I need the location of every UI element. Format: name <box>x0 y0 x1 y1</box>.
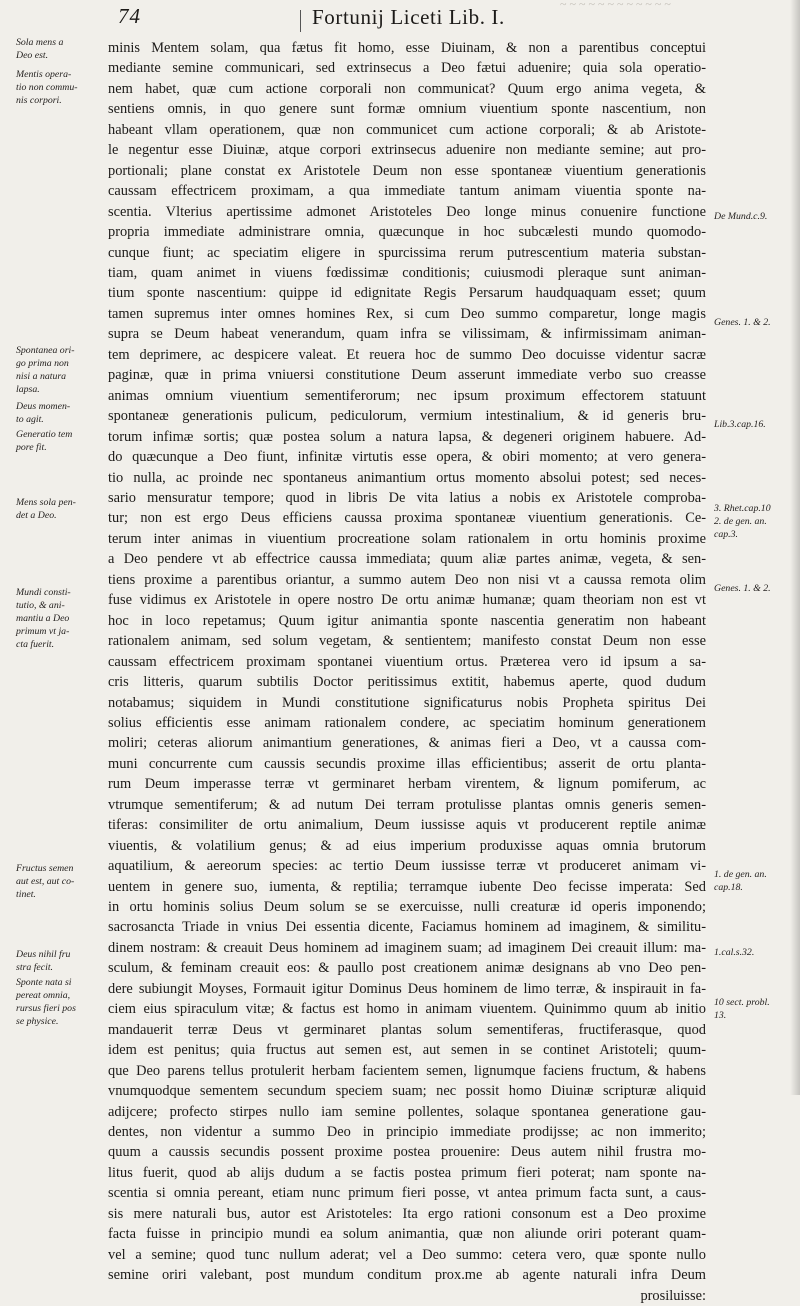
text-line: cunque fiunt; ac speciatim eligere in spurcissima rerum putrescentium materia substan- <box>108 244 706 261</box>
marginal-note-line: Genes. 1. & 2. <box>714 583 771 594</box>
marginal-note-rhet <box>714 502 771 541</box>
text-line: habeant vllam operationem, quæ non communicet cum actione corporali; & ab Aristote- <box>108 121 706 138</box>
text-line: caussam effectricem proximam spontanei viuentium ortus. Præterea vero id ipsum a sa- <box>108 653 706 670</box>
marginal-note-line: cap.3. <box>714 529 738 540</box>
marginal-note-spontanea <box>16 344 75 396</box>
text-line: sario mensuratur tempore; quod in libris De vita latius a nobis ex Aristotele comproba- <box>108 489 706 506</box>
text-line: semine oriri valebant, post mundum conditum prox.me ab agente naturali infra Deum <box>108 1267 706 1284</box>
text-line: cris litteris, quarum subtilis Doctor peritissimus extitit, habemus aperte, quod dudum <box>108 674 706 691</box>
text-line: animas omnium viuentium sementiferorum; nec ipsum proximum effectorem statuunt <box>108 387 706 404</box>
text-line: que Deo parens tellus protulerit herbam facientem semen, lignumque faciens fructum, & habens <box>108 1062 706 1079</box>
marginal-note-lib-3 <box>714 418 766 431</box>
text-line: viuentis, & volatilium genus; & ad eius imperium produxisse aquas omnia brutorum <box>108 837 706 854</box>
marginal-note-line: Lib.3.cap.16. <box>714 419 766 430</box>
text-line: quum a caussis secundis possent proxime postea prouenire: Deus autem nihil frustra mo- <box>108 1144 706 1161</box>
text-line: do quæcunque a Deo fiunt, infinitæ virtutis esse opera, & obiri momento; at vero genera- <box>108 449 706 466</box>
marginal-note-sponte-nata <box>16 976 76 1028</box>
marginal-note-mentis-opera <box>16 68 78 107</box>
text-line: tiens proxime a parentibus oriantur, a summo autem Deo non nisi vt a caussa remota olim <box>108 571 706 588</box>
text-line: mediante semine communicari, sed extrinsecus a Deo fætui aduenire; quia sola operatio- <box>108 60 706 77</box>
text-line: rum Deum imperasse terræ vt germinaret herbam virentem, & lignum pomiferum, ac <box>108 776 706 793</box>
marginal-note-line: to agit. <box>16 414 44 425</box>
text-line: caussam effectricem proximam, a qua immediate tantum animam viuentia sponte na- <box>108 183 706 200</box>
marginal-note-line: Mentis opera- <box>16 69 72 80</box>
marginal-note-line: nisi a natura <box>16 371 67 382</box>
marginal-note-line: Deus momen- <box>16 401 71 412</box>
marginal-note-line: Genes. 1. & 2. <box>714 317 771 328</box>
marginal-note-line: lapsa. <box>16 384 40 395</box>
text-line: nem habet, quæ cum actione corporali non communicat? Quum ergo anima vegeta, & <box>108 80 706 97</box>
marginal-note-genes-1b <box>714 582 771 595</box>
marginal-note-line: primum vt ja- <box>16 626 70 637</box>
page-number: 74 <box>118 4 141 28</box>
text-line: facta fuisse in principio mundi ea solum animantia, quæ non aliunde oriri poterant quam- <box>108 1226 706 1243</box>
text-line: dentes, non videntur a summo Deo in principio immediate prodijsse; ac non immerito; <box>108 1124 706 1141</box>
text-line: sentiens omnis, in quo genere sunt formæ omnium viuentium sponte nascentium, non <box>108 101 706 118</box>
text-line: solius efficientis esse animam rationalem condere, ac speciatim hominum generationem <box>108 714 706 731</box>
marginal-note-line: tutio, & ani- <box>16 600 65 611</box>
marginal-note-line: Spontanea ori- <box>16 345 75 356</box>
text-line: vel a semine; quod tunc nullum aderat; vel a Deo summo: cetera vero, quæ sponte nullo <box>108 1246 706 1263</box>
text-line: sis mere naturali bus, autor est Aristoteles: Ita ergo rationi consonum est a Deo proxime <box>108 1205 706 1222</box>
marginal-note-line: Mens sola pen- <box>16 497 76 508</box>
marginal-note-line: go prima non <box>16 358 69 369</box>
marginal-note-de-mund <box>714 210 767 223</box>
marginal-note-deus-nihil <box>16 948 70 974</box>
text-line: ciem eius spiraculum vitæ; & factus est homo in animam viuentem. Quinimmo quum ab initio <box>108 1001 706 1018</box>
text-line: uentem in genere suo, iumenta, & reptilia; terramque iubente Deo fecisse imperata: Sed <box>108 878 706 895</box>
text-line: supra se Deum habeat venerandum, quam infra se vilissimam, & infirmissimam animan- <box>108 326 706 343</box>
text-line: torum infimæ sortis; quæ postea solum a natura lapsa, & degeneri originem habuere. Ad- <box>108 428 706 445</box>
marginal-note-sect-probl <box>714 996 770 1022</box>
main-text-block <box>108 38 706 1306</box>
marginal-note-line: tio non commu- <box>16 82 78 93</box>
marginal-note-line: Sola mens a <box>16 37 64 48</box>
marginal-note-genes-1 <box>714 316 771 329</box>
text-line: sculum, & feminam creauit eos: & paullo post creationem animæ designans ab vno Deo pen- <box>108 960 706 977</box>
text-line: tur; non est ergo Deus efficiens caussa proxima spontaneæ viuentium generationis. Ce- <box>108 510 706 527</box>
catchword: prosiluisse: <box>640 1287 706 1304</box>
marginal-note-mens-sola <box>16 496 76 522</box>
marginal-note-generatio <box>16 428 72 454</box>
marginal-note-line: Sponte nata si <box>16 977 72 988</box>
marginal-note-line: cap.18. <box>714 882 743 893</box>
text-line: tiferas: consimiliter de ortu animalium, Deum iussisse aquis vt producerent reptile animæ <box>108 817 706 834</box>
text-line: adijcere; profecto stirpes nullo iam semine pollentes, solaque spontanea generatione gau- <box>108 1103 706 1120</box>
marginal-note-line: 3. Rhet.cap.10 <box>714 503 771 514</box>
text-line: dere subiungit Moyses, Formauit igitur Dominus Deus hominem de limo terræ, & inspirauit in fa- <box>108 980 706 997</box>
text-line: spontaneæ generationis pulicum, pediculorum, vermium intestinalium, & id generis bru- <box>108 408 706 425</box>
text-line: paginæ, quæ in prima vniuersi constitutione Deum asserunt immediate verbo suo creasse <box>108 367 706 384</box>
marginal-note-line: Fructus semen <box>16 863 74 874</box>
text-line: litus fuerit, quod ab alijs dudum a se factis postea primum fieri poterat; nam sponte na- <box>108 1164 706 1181</box>
marginal-note-line: stra fecit. <box>16 962 54 973</box>
text-line: tium sponte nascentium: quippe id edignitate Regis Persarum haudquaquam esset; quum <box>108 285 706 302</box>
text-line: dinem nostram: & creauit Deus hominem ad imaginem suam; ad imaginem Dei creauit illum: ma- <box>108 939 706 956</box>
marginal-note-cal <box>714 946 754 959</box>
marginal-note-sola-mens <box>16 36 63 62</box>
text-line: scentia. Vlterius apertissime admonet Aristoteles Deo longe minus conuenire functione <box>108 203 706 220</box>
marginal-note-line: Deus nihil fru <box>16 949 71 960</box>
text-line: hoc in loco repetamus; Quum igitur animantia sponte nascentia generatim non habeant <box>108 612 706 629</box>
text-line: notabamus; siquidem in Mundi constitutione significaturus nobis Propheta spiritus Dei <box>108 694 706 711</box>
marginal-note-line: pereat omnia, <box>16 990 71 1001</box>
marginal-note-line: 2. de gen. an. <box>714 516 767 527</box>
text-line: tio nulla, ac proinde nec spontaneus animantium ortus momento absolui potest; sed neces- <box>108 469 706 486</box>
text-line: muni concurrente cum caussis secundis proxime illas efficientibus; asserit de ortu planta- <box>108 755 706 772</box>
marginal-note-line: pore fit. <box>16 442 47 453</box>
text-line: portionali; plane constat ex Aristotele Deum non esse spontaneæ viuentium generationis <box>108 162 706 179</box>
text-line: moliri; ceteras aliorum animantium generationes, & animas fieri a Deo, vt a caussa com- <box>108 735 706 752</box>
marginal-note-line: 13. <box>714 1010 727 1021</box>
scan-shadow-edge <box>790 0 800 1095</box>
marginal-note-line: De Mund.c.9. <box>714 211 768 222</box>
text-line: a Deo pendere vt ab effectrice caussa immediata; quum aliæ partes animæ, vegeta, & sen- <box>108 551 706 568</box>
marginal-note-line: aut est, aut co- <box>16 876 75 887</box>
text-line: scentia si omnia pereant, etiam nunc primum fieri posse, vt antea primum facta sunt, a caus- <box>108 1185 706 1202</box>
marginal-note-deus-momento <box>16 400 70 426</box>
text-line: rationalem animam, sed solum vegetam, & sentientem; manifesto constat Deum non esse <box>108 633 706 650</box>
text-line: tem deprimere, ac despicere valeat. Et reuera hoc de summo Deo docuisse videntur sacræ <box>108 346 706 363</box>
marginal-note-line: nis corpori. <box>16 95 62 106</box>
text-line: propria immediate administrare omnia, quæcunque in hoc subcælesti mundo quomodo- <box>108 224 706 241</box>
marginal-note-line: 10 sect. probl. <box>714 997 770 1008</box>
text-line: tiam, quam animet in viuens fœdissimæ conditionis; cuiusmodi pleraque sunt animan- <box>108 264 706 281</box>
marginal-note-fructus <box>16 862 74 901</box>
text-line: terum inter animas in viuentium procreatione solam rationalem in ortu hominis proxime <box>108 530 706 547</box>
text-line: tamen supremus inter omnes homines Rex, si cum Deo summo comparetur, longe magis <box>108 305 706 322</box>
marginal-note-line: det a Deo. <box>16 510 57 521</box>
marginal-note-mundi <box>16 586 71 651</box>
marginal-note-line: Mundi consti- <box>16 587 71 598</box>
marginal-note-de-gen-an <box>714 868 767 894</box>
marginal-note-line: 1. de gen. an. <box>714 869 767 880</box>
marginal-note-line: Generatio tem <box>16 429 73 440</box>
marginal-note-line: tinet. <box>16 889 36 900</box>
text-line: in ortu hominis solius Deum solum se se exercuisse, nulli creaturæ id operis imponendo; <box>108 899 706 916</box>
text-line: aquatilium, & aereorum species: ac tertio Deum iussisse terræ vt produceret animam vi- <box>108 858 706 875</box>
marginal-note-line: se physice. <box>16 1016 59 1027</box>
bleed-through-text: ~ ~ ~ ~ ~ ~ ~ ~ ~ ~ ~ ~ <box>560 0 671 8</box>
text-line: idem est penitus; quia fructus aut semen est, aut semen in se continet Aristoteli; quum- <box>108 1042 706 1059</box>
text-line: vtrumque sementiferum; & ad nutum Dei terram protulisse plantas omnis generis semen- <box>108 796 706 813</box>
text-line: mandauerit terræ Deus vt germinaret plantas solum sementiferas, fructiferasque, quod <box>108 1021 706 1038</box>
marginal-note-line: Deo est. <box>16 50 49 61</box>
text-line: minis Mentem solam, qua fætus fit homo, esse Diuinam, & non a parentibus conceptui <box>108 40 706 56</box>
text-line: vnumquodque sementem secundum speciem suam; nec possit homo Diuinæ scripturæ aliquid <box>108 1083 706 1100</box>
marginal-note-line: 1.cal.s.32. <box>714 947 755 958</box>
marginal-note-line: rursus fieri pos <box>16 1003 76 1014</box>
text-line: le negentur esse Diuinæ, atque corpori extrinsecus aduenire non mediante semine; aut pro- <box>108 142 706 159</box>
text-line: sacrosancta Triade in vnius Dei essentia dicente, Faciamus hominem ad imaginem, & similitu- <box>108 919 706 936</box>
running-head: Fortunij Liceti Lib. I. <box>312 5 505 29</box>
text-line: fuse vidimus ex Aristotele in opere nostro De ortu animæ humanæ; quam theoriam non est vt <box>108 592 706 609</box>
marginal-note-line: cta fuerit. <box>16 639 55 650</box>
marginal-note-line: mantiu a Deo <box>16 613 70 624</box>
header-divider <box>300 10 301 32</box>
